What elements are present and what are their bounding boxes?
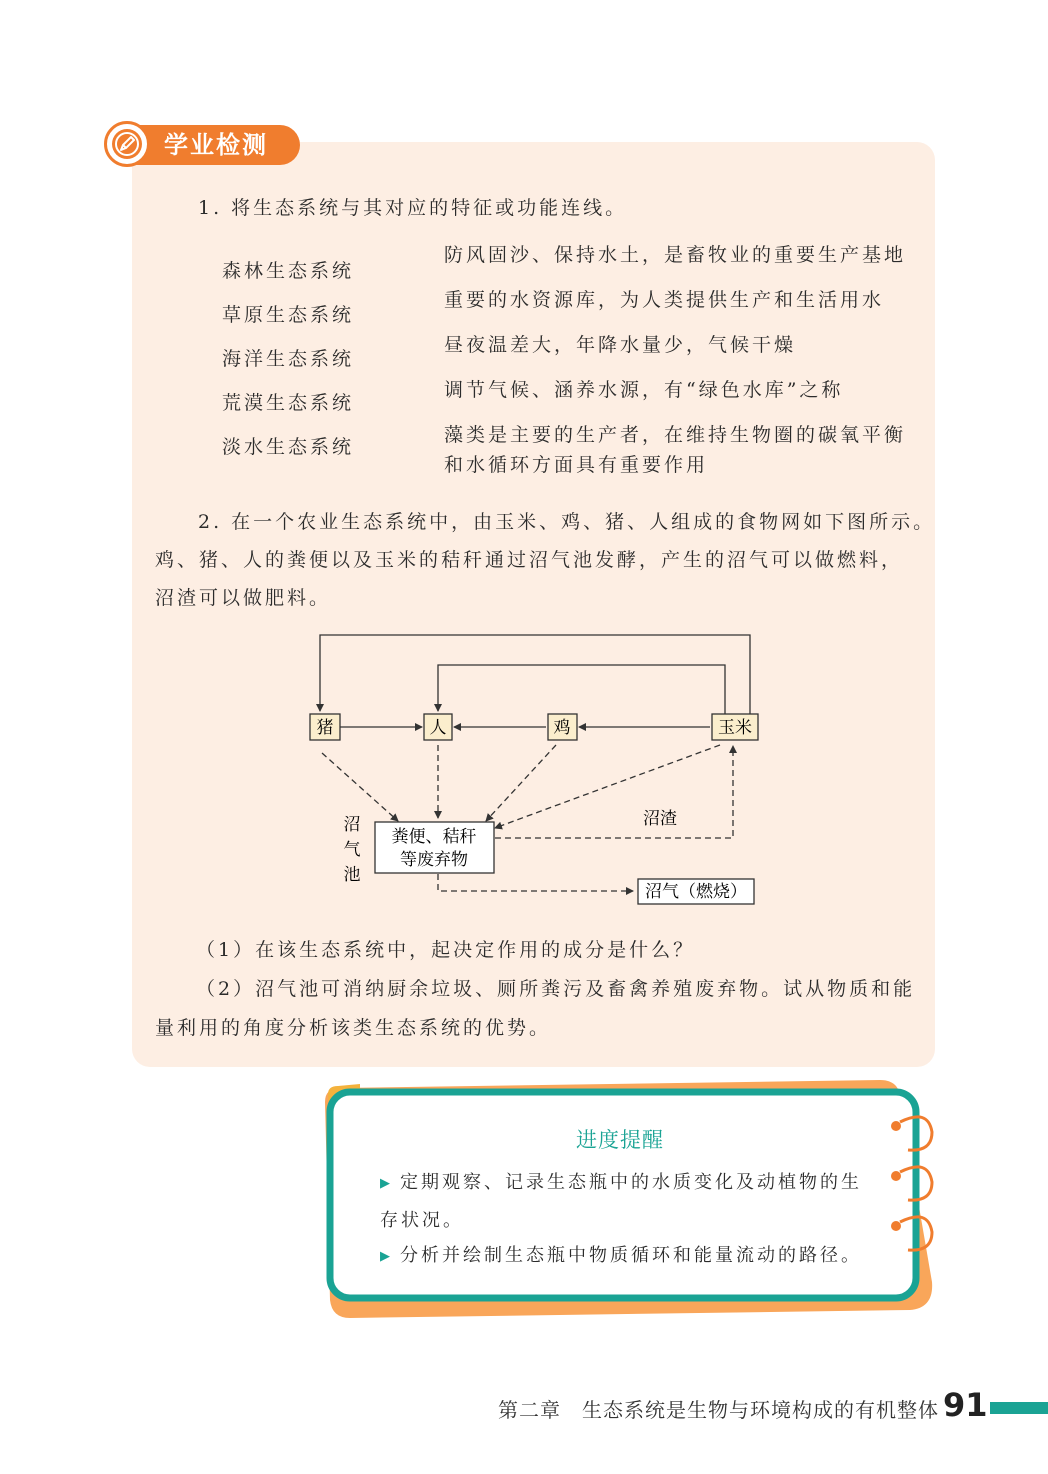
node-chicken-label: 鸡 [553, 718, 571, 738]
q1-right-1: 防风固沙、保持水土，是畜牧业的重要生产基地 [444, 244, 907, 266]
node-waste-line2: 等废弃物 [400, 850, 468, 870]
q1-left-grassland: 草原生态系统 [222, 304, 355, 326]
reminder-item-1-cont: 存状况。 [380, 1210, 464, 1231]
bullet-icon: ▶ [380, 1176, 390, 1191]
q1-right-2: 重要的水资源库，为人类提供生产和生活用水 [444, 289, 885, 311]
node-human [424, 714, 452, 740]
progress-reminder-card [320, 1080, 950, 1320]
pool-label-3: 池 [343, 865, 361, 885]
section-title: 学业检测 [164, 131, 268, 159]
reminder-card-background [320, 1080, 950, 1320]
reminder-item-1: 定期观察、记录生态瓶中的水质变化及动植物的生 [400, 1172, 862, 1193]
q1-right-3: 昼夜温差大，年降水量少，气候干燥 [444, 334, 797, 356]
reminder-item-2: 分析并绘制生态瓶中物质循环和能量流动的路径。 [400, 1245, 862, 1266]
header-icon-circle [104, 121, 150, 167]
node-human-label: 人 [429, 718, 447, 738]
q1-left-ocean: 海洋生态系统 [222, 348, 355, 370]
node-corn [712, 714, 758, 740]
pool-label-2: 气 [343, 840, 361, 860]
bullet-icon: ▶ [380, 1249, 390, 1264]
q2-line-3: 沼渣可以做肥料。 [155, 587, 332, 609]
reminder-title: 进度提醒 [576, 1128, 664, 1152]
q1-right-4: 调节气候、涵养水源，有“绿色水库”之称 [444, 379, 844, 401]
node-biogas [638, 879, 754, 904]
node-biogas-label: 沼气（燃烧） [645, 882, 747, 902]
pencil-icon [112, 129, 142, 159]
food-web-diagram [300, 625, 780, 915]
q1-right-5b: 和水循环方面具有重要作用 [444, 454, 709, 476]
q1-prompt: 1. 将生态系统与其对应的特征或功能连线。 [198, 197, 628, 219]
q1-left-forest: 森林生态系统 [222, 260, 355, 282]
q1-left-freshwater: 淡水生态系统 [222, 436, 355, 458]
node-waste [375, 822, 494, 873]
q2-line-1: 2. 在一个农业生态系统中，由玉米、鸡、猪、人组成的食物网如下图所示。 [198, 511, 936, 533]
page-number: 91 [943, 1386, 988, 1424]
node-waste-line1: 粪便、秸秆 [391, 827, 477, 847]
reminder-bullet-1 [380, 1172, 390, 1191]
residue-label: 沼渣 [643, 809, 677, 829]
q1-left-desert: 荒漠生态系统 [222, 392, 355, 414]
q2-sub-2-line-2: 量利用的角度分析该类生态系统的优势。 [155, 1017, 552, 1039]
chapter-title: 第二章 生态系统是生物与环境构成的有机整体 [498, 1398, 939, 1422]
q1-right-5a: 藻类是主要的生产者，在维持生物圈的碳氧平衡 [444, 424, 907, 446]
node-chicken [548, 714, 577, 740]
node-pig-label: 猪 [316, 718, 334, 738]
q2-line-2: 鸡、猪、人的粪便以及玉米的秸秆通过沼气池发酵，产生的沼气可以做燃料， [155, 549, 904, 571]
section-header [104, 121, 300, 167]
q2-sub-1: （1）在该生态系统中，起决定作用的成分是什么？ [196, 939, 696, 961]
reminder-bullet-2 [380, 1245, 390, 1264]
q2-sub-2-line-1: （2）沼气池可消纳厨余垃圾、厕所粪污及畜禽养殖废弃物。试从物质和能 [196, 978, 916, 1000]
node-corn-label: 玉米 [718, 718, 752, 738]
feeding-arrows [320, 635, 750, 727]
pool-label-1: 沼 [343, 815, 361, 835]
node-pig [310, 714, 340, 740]
footer-accent-bar [990, 1402, 1048, 1414]
